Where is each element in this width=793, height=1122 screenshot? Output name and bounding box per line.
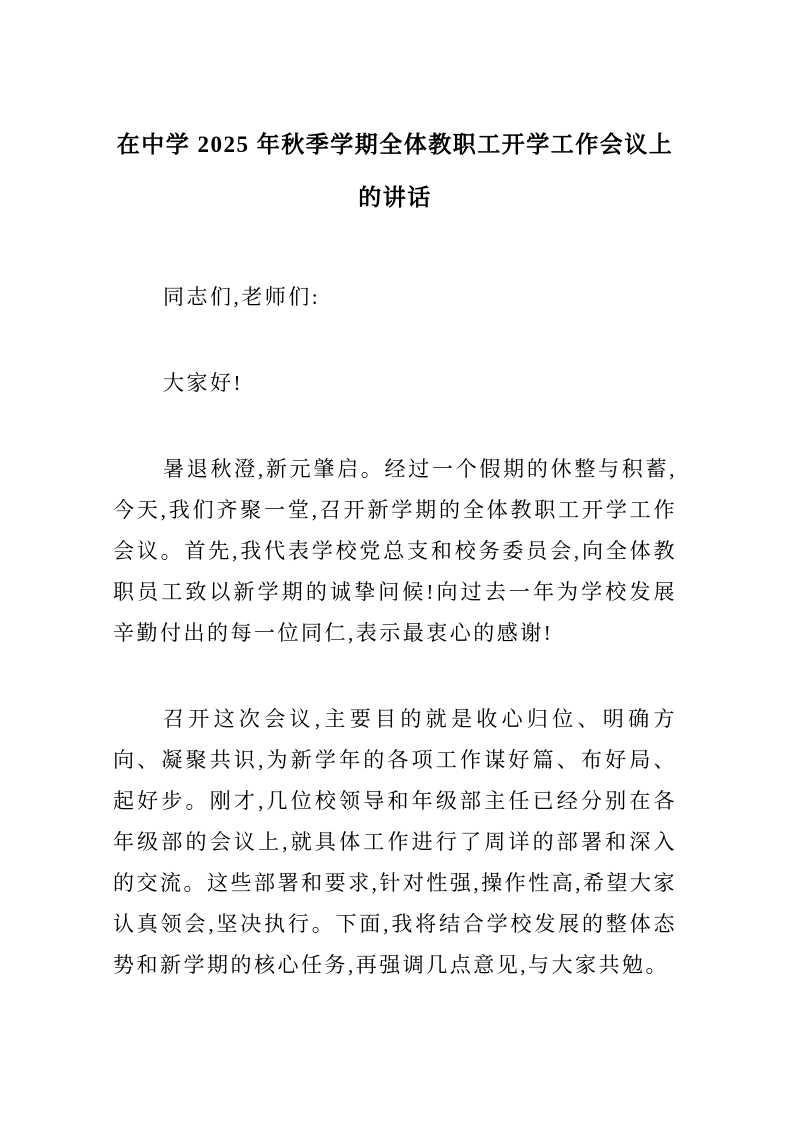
body-paragraph-opening: 暑退秋澄,新元肇启。经过一个假期的休整与积蓄,今天,我们齐聚一堂,召开新学期的全体教职工开学工作会议。首先,我代表学校党总支和校务委员会,向全体教职员工致以新学期的诚挚问候!向过去一年为学校发展辛勤付出的每一位同仁,表示最衷心的感谢! [113,457,677,645]
salutation-paragraph: 同志们,老师们: [163,285,321,309]
document-title-line-1: 在中学 2025 年秋季学期全体教职工开学工作会议上 [116,132,674,157]
greeting-paragraph: 大家好! [163,371,243,395]
document-title-line-2: 的讲话 [358,185,432,210]
document-title [113,118,677,224]
body-paragraph-meeting-purpose: 召开这次会议,主要目的就是收心归位、明确方向、凝聚共识,为新学年的各项工作谋好篇、布好局、起好步。刚才,几位校领导和年级部主任已经分别在各年级部的会议上,就具体工作进行了周详的部署和深入的交流。这些部署和要求,针对性强,操作性高,希望大家认真领会,坚决执行。下面,我将结合学校发展的整体态势和新学期的核心任务,再强调几点意见,与大家共勉。 [113,707,677,977]
